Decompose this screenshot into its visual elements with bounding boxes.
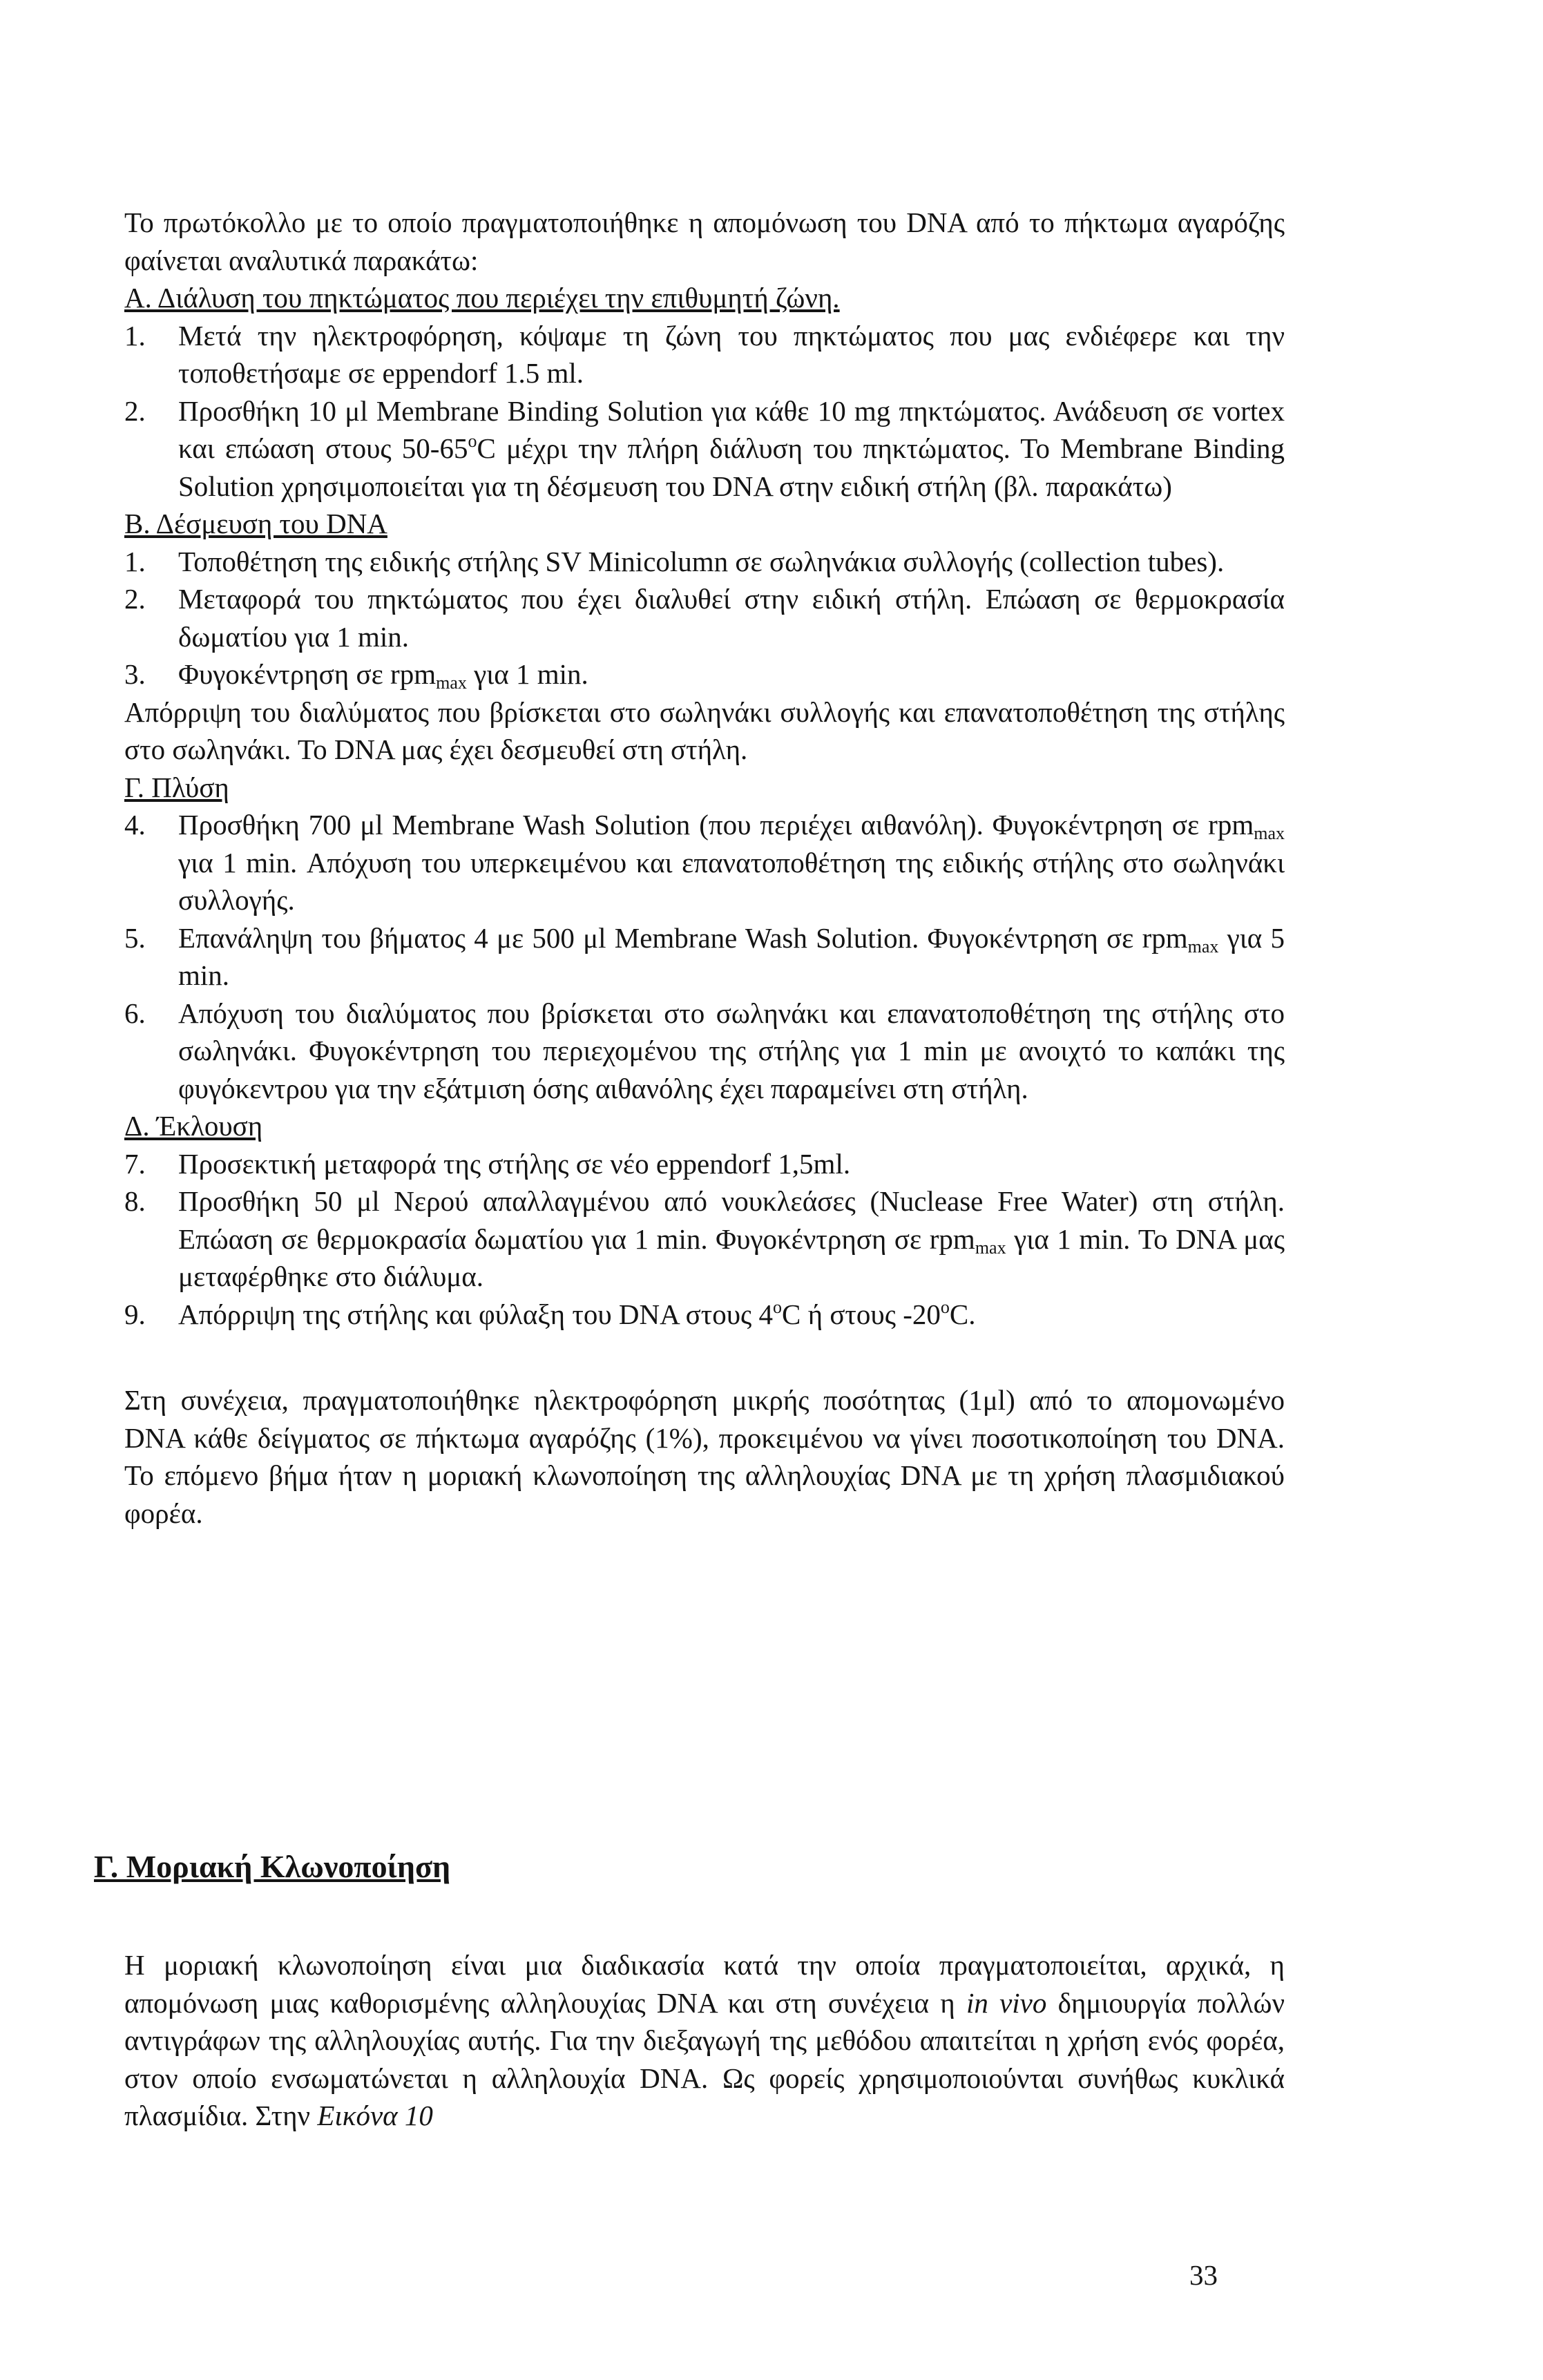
list-item [124,1296,1285,1334]
list-item [124,1145,1285,1183]
step-text: Επανάληψη του βήματος 4 με 500 μl Membrane Wash Solution. Φυγοκέντρηση σε rpm$_{max}$ για 5 min. [178,921,1285,991]
step-text: Απόχυση του διαλύματος που βρίσκεται στο σωληνάκι και επανατοποθέτηση της στήλης στο σωληνάκι. Φυγοκέντρηση του περιεχομένου της στήλης για 1 min με ανοιχτό το καπάκι της φυγόκεντρου για την εξάτμιση όσης αιθανόλης έχει παραμείνει στη στήλη. [178,997,1285,1104]
step-text: Φυγοκέντρηση σε rpm$_{max}$ για 1 min. [178,658,588,693]
step-text: Προσθήκη 10 μl Membrane Binding Solution για κάθε 10 mg πηκτώματος. Ανάδευση σε vortex και επώαση στους 50-65$^o$C μέχρι την πλήρη διάλυση του πηκτώματος. Το Membrane Binding Solution χρησιμοποιείται για τη δέσμευση του DNA στην ειδική στήλη (βλ. παρακάτω) [178,394,1285,502]
step-number: 4. [124,809,146,841]
step-text: Μετά την ηλεκτροφόρηση, κόψαμε τη ζώνη του πηκτώματος που μας ενδιέφερε και την τοποθετήσαμε σε eppendorf 1.5 ml. [178,319,1285,389]
step-text: Απόρριψη της στήλης και φύλαξη του DNA στους 4$^o$C ή στους -20$^o$C. [178,1296,976,1330]
section-c-title: Γ. Πλύση [124,771,229,803]
list-item [124,1182,1285,1296]
list-item [124,806,1285,919]
step-text: Τοποθέτηση της ειδικής στήλης SV Minicolumn σε σωληνάκια συλλογής (collection tubes). [178,545,1225,577]
step-number: 3. [124,658,146,690]
page-number: 33 [1189,2259,1218,2291]
list-item [124,317,1285,392]
list-item [124,543,1285,581]
section-a-title: Α. Διάλυση του πηκτώματος που περιέχει την επιθυμητή ζώνη. [124,282,840,314]
intro-paragraph: Το πρωτόκολλο με το οποίο πραγματοποιήθηκε η απομόνωση του DNA από το πήκτωμα αγαρόζης φαίνεται αναλυτικά παρακάτω: [124,207,1285,276]
step-number: 9. [124,1298,146,1330]
step-number: 2. [124,583,146,615]
step-number: 1. [124,545,146,577]
step-text: Μεταφορά του πηκτώματος που έχει διαλυθεί στην ειδική στήλη. Επώαση σε θερμοκρασία δωματίου για 1 min. [178,583,1285,653]
section-heading: Γ. Μοριακή Κλωνοποίηση [94,1849,451,1884]
protocol-steps [124,279,1285,1333]
step-text: Προσθήκη 50 μl Νερού απαλλαγμένου από νουκλεάσες (Nuclease Free Water) στη στήλη. Επώαση σε θερμοκρασία δωματίου για 1 min. Φυγοκέντρηση σε rpm$_{max}$ για 1 min. Το DNA μας μεταφέρθηκε στο διάλυμα. [178,1185,1285,1292]
step-number: 7. [124,1147,146,1180]
list-item [124,919,1285,995]
list-item [124,392,1285,506]
paragraph-electrophoresis: Στη συνέχεια, πραγματοποιήθηκε ηλεκτροφόρηση μικρής ποσότητας (1μl) από το απομονωμένο DNA κάθε δείγματος σε πήκτωμα αγαρόζης (1%), προκειμένου να γίνει ποσοτικοποίηση του DNA. Το επόμενο βήμα ήταν η μοριακή κλωνοποίηση της αλληλουχίας DNA με τη χρήση πλασμιδιακού φορέα. [124,1384,1285,1529]
step-number: 1. [124,319,146,352]
section-b-title: Β. Δέσμευση του DNA [124,508,387,539]
list-item [124,580,1285,655]
step-number: 8. [124,1185,146,1217]
list-item [124,995,1285,1108]
section-d-title: Δ. Έκλουση [124,1110,263,1142]
step-text: Προσεκτική μεταφορά της στήλης σε νέο eppendorf 1,5ml. [178,1147,851,1180]
list-item [124,655,1285,693]
step-number: 2. [124,394,146,427]
step-text: Προσθήκη 700 μl Membrane Wash Solution (που περιέχει αιθανόλη). Φυγοκέντρηση σε rpm$_{max}$ για 1 min. Απόχυση του υπερκειμένου και επανατοποθέτηση της ειδικής στήλης στο σωληνάκι συλλογής. [178,809,1285,916]
step-number: 6. [124,997,146,1029]
step-continuation: Απόρριψη του διαλύματος που βρίσκεται στο σωληνάκι συλλογής και επανατοποθέτηση της στήλης στο σωληνάκι. Το DNA μας έχει δεσμευθεί στη στήλη. [124,695,1285,765]
paragraph-cloning: Η μοριακή κλωνοποίηση είναι μια διαδικασία κατά την οποία πραγματοποιείται, αρχικά, η απομόνωση μιας καθορισμένης αλληλουχίας DNA και στη συνέχεια η in vivo δημιουργία πολλών αντιγράφων της αλληλουχίας αυτής. Για την διεξαγωγή της μεθόδου απαιτείται η χρήση ενός φορέα, στον οποίο ενσωματώνεται η αλληλουχία DNA. Ως φορείς χρησιμοποιούνται συνήθως κυκλικά πλασμίδια. Στην Εικόνα 10 [124,1949,1285,2131]
step-number: 5. [124,921,146,954]
